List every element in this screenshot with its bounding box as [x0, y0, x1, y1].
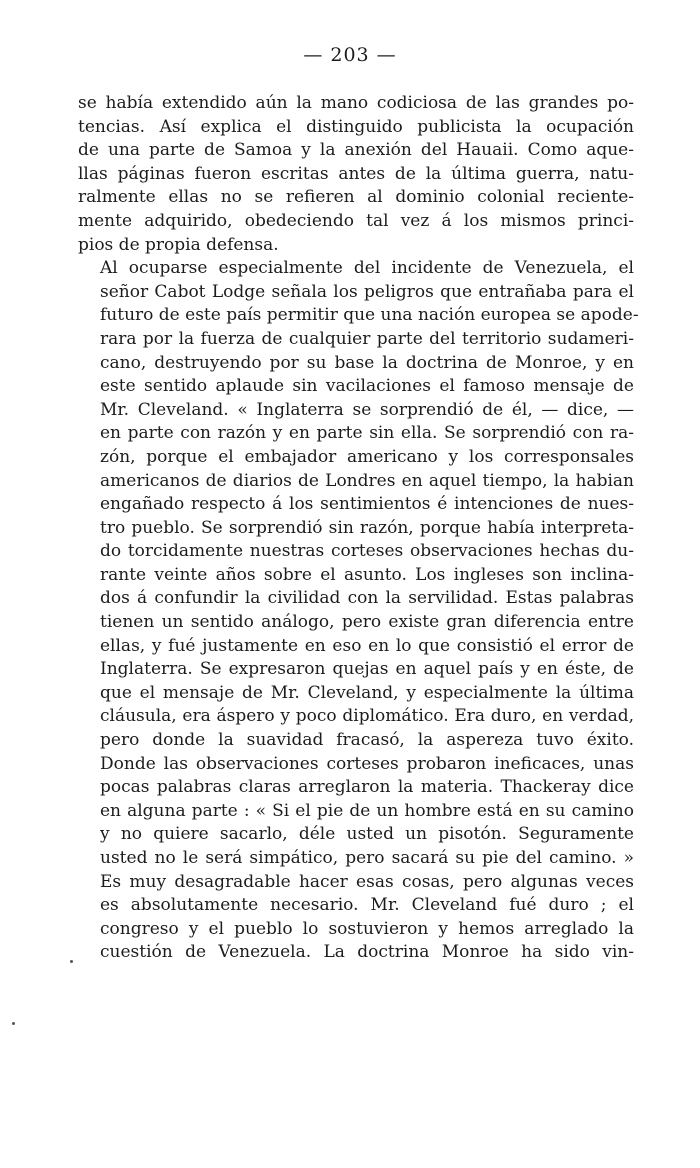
text-line: zón, porque el embajador americano y los corresponsales: [100, 446, 634, 467]
text-line: cuestión de Venezuela. La doctrina Monroe ha sido vin-: [100, 942, 634, 963]
text-line: de una parte de Samoa y la anexión del Hauaii. Como aque-: [78, 140, 634, 161]
text-line: futuro de este país permitir que una nación europea se apode-: [100, 305, 639, 326]
text-line: engañado respecto á los sentimientos é intenciones de nues-: [100, 494, 634, 515]
text-line: tienen un sentido análogo, pero existe gran diferencia entre: [100, 612, 634, 633]
text-line: Donde las observaciones corteses probaron ineficaces, unas: [100, 753, 634, 774]
text-line: Al ocuparse especialmente del incidente de Venezuela, el: [100, 258, 634, 279]
paragraph-1: [78, 92, 634, 257]
text-line: este sentido aplaude sin vacilaciones el famoso mensaje de: [100, 376, 634, 397]
text-line: en parte con razón y en parte sin ella. Se sorprendió con ra-: [100, 423, 634, 444]
text-line: pios de propia defensa.: [78, 234, 279, 255]
text-line: en alguna parte : « Si el pie de un hombre está en su camino: [100, 800, 634, 821]
text-line: Es muy desagradable hacer esas cosas, pero algunas veces: [100, 871, 634, 892]
body-text: [78, 92, 639, 965]
text-line: Inglaterra. Se expresaron quejas en aquel país y en éste, de: [100, 659, 634, 680]
text-line: tencias. Así explica el distinguido publicista la ocupación: [78, 116, 634, 137]
text-line: americanos de diarios de Londres en aquel tiempo, la habian: [100, 470, 634, 491]
text-line: mente adquirido, obedeciendo tal vez á los mismos princi-: [78, 210, 634, 231]
text-line: do torcidamente nuestras corteses observaciones hechas du-: [100, 541, 634, 562]
text-line: tro pueblo. Se sorprendió sin razón, porque había interpreta-: [100, 517, 634, 538]
paragraph-2: [78, 257, 639, 965]
text-line: se había extendido aún la mano codiciosa de las grandes po-: [78, 93, 634, 113]
text-line: rante veinte años sobre el asunto. Los ingleses son inclina-: [100, 564, 634, 585]
text-line: dos á confundir la civilidad con la servilidad. Estas palabras: [100, 588, 634, 609]
margin-speck: [12, 1022, 15, 1025]
text-line: cláusula, era áspero y poco diplomático. Era duro, en verdad,: [100, 706, 634, 727]
text-line: pocas palabras claras arreglaron la materia. Thackeray dice: [100, 777, 634, 798]
margin-speck: [70, 960, 73, 963]
page-number: — 203 —: [303, 44, 397, 66]
text-line: usted no le será simpático, pero sacará su pie del camino. »: [100, 848, 634, 868]
text-line: ellas, y fué justamente en eso en lo que consistió el error de: [100, 635, 634, 656]
text-line: señor Cabot Lodge señala los peligros que entrañaba para el: [100, 281, 634, 302]
text-line: cano, destruyendo por su base la doctrina de Monroe, y en: [100, 352, 634, 373]
text-line: rara por la fuerza de cualquier parte del territorio sudameri-: [100, 328, 634, 349]
text-line: y no quiere sacarlo, déle usted un pisotón. Seguramente: [100, 824, 634, 845]
text-line: pero donde la suavidad fracasó, la aspereza tuvo éxito.: [100, 730, 634, 751]
text-line: Mr. Cleveland. « Inglaterra se sorprendió de él, — dice, —: [100, 399, 634, 420]
text-line: ralmente ellas no se refieren al dominio colonial reciente-: [78, 187, 634, 208]
text-line: es absolutamente necesario. Mr. Cleveland fué duro ; el: [100, 895, 634, 916]
text-line: llas páginas fueron escritas antes de la última guerra, natu-: [78, 163, 634, 184]
text-line: congreso y el pueblo lo sostuvieron y hemos arreglado la: [100, 918, 634, 939]
text-line: que el mensaje de Mr. Cleveland, y especialmente la última: [100, 682, 634, 703]
